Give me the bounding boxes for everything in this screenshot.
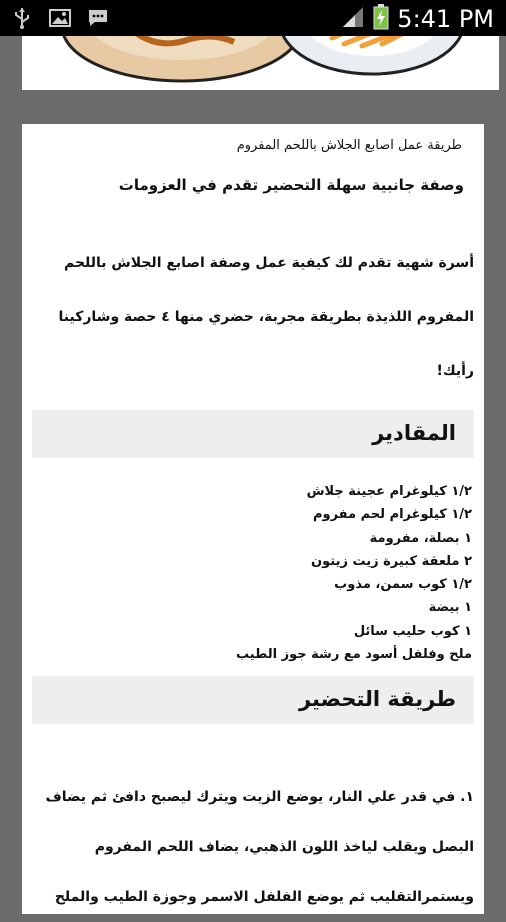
image-icon (48, 6, 72, 30)
recipe-article (22, 124, 484, 914)
list-item: ١ بصلة، مفرومة (369, 530, 472, 546)
battery-icon (373, 4, 389, 34)
status-bar (0, 0, 506, 36)
preparation-steps: ١. في قدر علي النار، يوضع الزيت ويترك ليصبح دافئ ثم يضاف البصل ويقلب لياخذ اللون الذهبي، يضاف اللحم المفروم ويستمرالتقليب ثم يوضع الفلفل الاسمر وجوزة الطيب والملح (45, 789, 474, 905)
list-item: ١/٢ كيلوغرام عجينة جلاش (306, 484, 472, 499)
preparation-heading: طريقة التحضير (32, 676, 474, 724)
list-item: ١/٢ كيلوغرام لحم مفروم (312, 507, 472, 523)
article-title: طريقة عمل اصابع الجلاش باللحم المفروم (236, 138, 462, 153)
system-icons (341, 4, 494, 34)
ingredients-heading: المقادير (32, 410, 474, 458)
list-item: ١ كوب حليب سائل (353, 623, 472, 639)
list-item: ١/٢ كوب سمن، مذوب (334, 577, 472, 593)
list-item: ٢ ملعقة كبيرة زيت زيتون (311, 553, 472, 569)
chat-icon (86, 6, 110, 30)
signal-icon (341, 5, 365, 33)
usb-icon (10, 6, 34, 30)
list-item: ١ بيضة (428, 600, 472, 616)
article-intro: أسرة شهية تقدم لك كيفية عمل وصفة اصابع الجلاش باللحم المفروم اللذيذة بطريقة مجربة، حضري منها ٤ حصة وشاركينا رأيك! (58, 255, 474, 379)
list-item: ملح وفلفل أسود مع رشة جوز الطيب (236, 647, 472, 663)
ingredients-list (236, 480, 472, 666)
clock: 5:41 PM (397, 5, 494, 33)
recipe-photo (22, 36, 499, 90)
article-subtitle: وصفة جانبية سهلة التحضير تقدم في العزومات (118, 176, 464, 194)
notification-icons (10, 6, 110, 30)
recipe-image-card (22, 36, 499, 90)
